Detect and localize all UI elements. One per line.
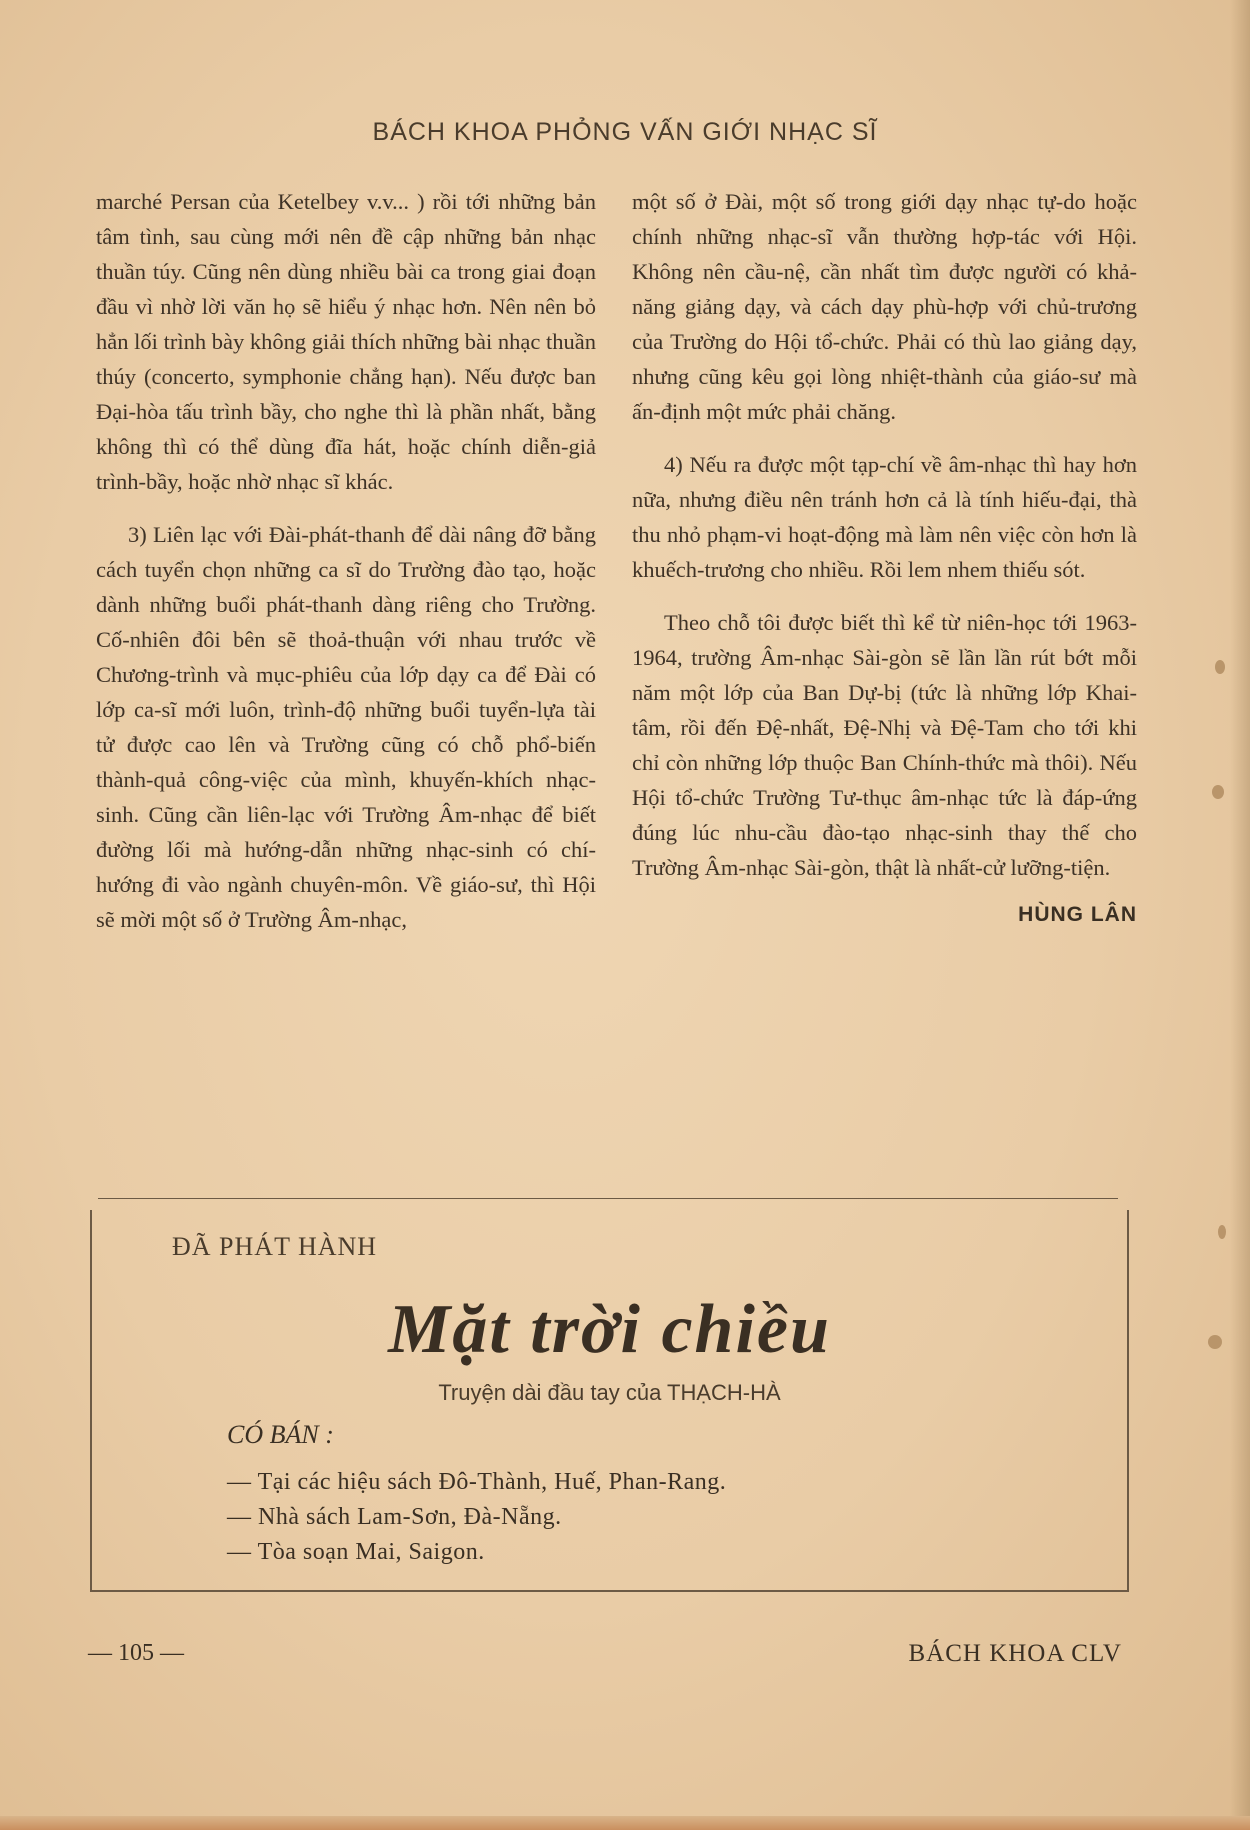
ad-location-item: — Tại các hiệu sách Đô-Thành, Huế, Phan-Rang. [227, 1465, 726, 1500]
page-bottom-strip [0, 1816, 1250, 1830]
running-head: BÁCH KHOA PHỎNG VẤN GIỚI NHẠC SĨ [372, 118, 878, 146]
paper-speck [1215, 660, 1225, 674]
ad-status: ĐÃ PHÁT HÀNH [172, 1232, 378, 1261]
page-number: — 105 — [88, 1640, 184, 1666]
right-column [632, 184, 1137, 932]
section-divider [98, 1198, 1118, 1199]
ad-subtitle: Truyện dài đầu tay của THẠCH-HÀ [438, 1380, 781, 1405]
article-paragraph: 3) Liên lạc với Đài-phát-thanh để dài nâng đỡ bằng cách tuyển chọn những ca sĩ do Trường đào tạo, hoặc dành những buổi phát-thanh dàng riêng cho Trường. Cố-nhiên đôi bên sẽ thoả-thuận với nhau trước về Chương-trình và mục-phiêu của lớp dạy ca để Đài có lớp ca-sĩ mới luôn, trình-độ những buổi tuyển-lựa tài tử được cao lên và Trường cũng có chỗ phổ-biến thành-quả công-việc của mình, khuyến-khích nhạc-sinh. Cũng cần liên-lạc với Trường Âm-nhạc để biết đường lối mà hướng-dẫn những nhạc-sinh có chí-hướng đi vào ngành chuyên-môn. Về giáo-sư, thì Hội sẽ mời một số ở Trường Âm-nhạc, [96, 522, 596, 932]
article-paragraph: Theo chỗ tôi được biết thì kể từ niên-học tới 1963-1964, trường Âm-nhạc Sài-gòn sẽ lần lần rút bớt mỗi năm một lớp của Ban Dự-bị (tức là những lớp Khai-tâm, rồi đến Đệ-nhất, Đệ-Nhị và Đệ-Tam cho tới khi chỉ còn những lớp thuộc Ban Chính-thức mà thôi). Nếu Hội tổ-chức Trường Tư-thục âm-nhạc tức là đáp-ứng đúng lúc nhu-cầu đào-tạo nhạc-sinh thay thế cho Trường Âm-nhạc Sài-gòn, thật là nhất-cử lưỡng-tiện. [632, 610, 1137, 880]
ad-book-title: Mặt trời chiều [388, 1291, 831, 1368]
paper-speck [1212, 785, 1224, 799]
left-column [96, 184, 596, 955]
ad-location-item: — Nhà sách Lam-Sơn, Đà-Nẵng. [227, 1500, 726, 1535]
issue-label: BÁCH KHOA CLV [908, 1640, 1122, 1667]
article-paragraph: marché Persan của Ketelbey v.v... ) rồi tới những bản tâm tình, sau cùng mới nên đề cập những bản nhạc thuần túy. Cũng nên dùng nhiều bài ca trong giai đoạn đầu vì nhờ lời văn họ sẽ hiểu ý nhạc hơn. Nên nên bỏ hẳn lối trình bày không giải thích những bài nhạc thuần thúy (concerto, symphonie chẳng hạn). Nếu được ban Đại-hòa tấu trình bầy, cho nghe thì là phần nhất, bằng không thì có thể dùng đĩa hát, hoặc chính diễn-giả trình-bầy, hoặc nhờ nhạc sĩ khác. [96, 189, 596, 494]
page-edge-shadow [1230, 0, 1250, 1830]
paper-speck [1218, 1225, 1226, 1239]
book-advertisement [90, 1210, 1129, 1592]
article-paragraph: một số ở Đài, một số trong giới dạy nhạc tự-do hoặc chính những nhạc-sĩ vẫn thường hợp-tác với Hội. Không nên cầu-nệ, cần nhất tìm được người có khả-năng giảng dạy, và cách dạy phù-hợp với chủ-trương của Trường do Hội tổ-chức. Phải có thù lao giảng dạy, nhưng cũng kêu gọi lòng nhiệt-thành của giáo-sư mà ấn-định một mức phải chăng. [632, 189, 1137, 424]
article-paragraph: 4) Nếu ra được một tạp-chí về âm-nhạc thì hay hơn nữa, nhưng điều nên tránh hơn cả là tính hiếu-đại, thà thu nhỏ phạm-vi hoạt-động mà làm nên việc còn hơn là khuếch-trương cho nhiều. Rồi lem nhem thiếu sót. [632, 452, 1137, 582]
ad-location-list [227, 1465, 726, 1570]
author-signature: HÙNG LÂN [1018, 903, 1137, 926]
ad-location-item: — Tòa soạn Mai, Saigon. [227, 1535, 726, 1570]
paper-speck [1208, 1335, 1222, 1349]
ad-available-label: CÓ BÁN : [227, 1420, 334, 1449]
